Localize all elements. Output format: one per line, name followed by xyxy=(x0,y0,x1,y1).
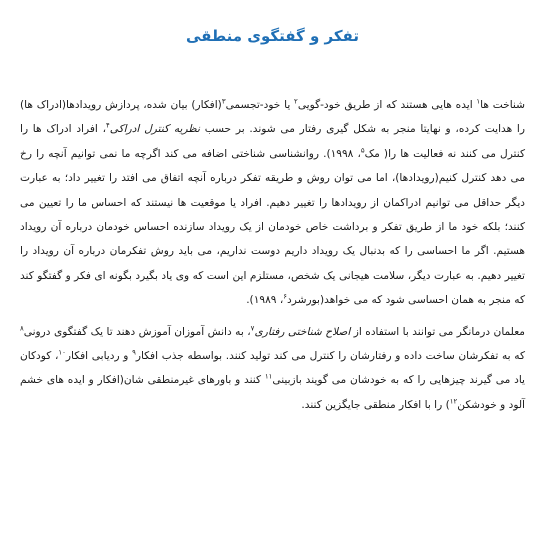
text-run: ، به دانش آموزان آموزش دهند تا یک گفتگوی درونی xyxy=(23,325,251,338)
footnote-marker: ۱۲ xyxy=(449,397,458,406)
italic-term: نظریه کنترل ادراکی xyxy=(109,123,200,136)
footnote-marker: ۴ xyxy=(106,121,110,130)
footnote-marker: ۱۱ xyxy=(264,372,273,381)
footnote-marker: ۱ xyxy=(476,97,481,106)
text-run: (افکار) بیان شده، پردازش رویدادها(ادراک ها) را هدایت کرده، و نهایتا منجر به شکل گیری رفتار می شوند. بر حسب xyxy=(20,99,525,136)
footnote-marker: ۳ xyxy=(221,97,226,106)
footnote-marker: ۸ xyxy=(20,324,24,333)
footnote-marker: ۲ xyxy=(294,97,298,106)
text-run: و ردیابی افکار xyxy=(65,350,133,363)
footnote-marker: ۷ xyxy=(250,324,255,333)
footnote-marker: ۵ xyxy=(360,146,365,155)
text-run: کنند و باورهای غیرمنطقی شان(افکار و ایده های خشم آلود و خودشکن xyxy=(20,374,525,411)
text-run: ، ۱۹۸۹). xyxy=(246,294,284,307)
text-run: ، ۱۹۹۸). روانشناسی شناختی اضافه می کند اگرچه ما نمی توانیم آنچه را رخ می دهد کنترل کنیم(رویدادها)، اما می توان روش و طریقه تفکر درباره آنچه اتفاق می افتد را تغییر داد؛ به عبارت دیگر حداقل می توانیم ادراکمان از رویدادها را تغییر دهیم. افراد یا موقعیت ها نیستند که احساس ما را تعیین می کنند؛ بلکه خود ما از طریق تفکر و برداشت خاص خودمان از یک رویداد سازنده احساس خودمان درباره آن رویداد هستیم. اگر ما احساسی را که بدنبال یک رویداد داریم دوست نداریم، می باید روش تفکرمان درباره آن رویداد را تغییر دهیم. به عبارت دیگر، سلامت هیجانی یک شخص، مستلزم این است که وی یاد بگیرد بگونه ای فکر و گفتگو کند که منجر به همان احساسی شود که می خواهد(بورشرد xyxy=(20,147,525,307)
footnote-marker: ۱۰ xyxy=(58,348,66,357)
footnote-marker: ۹ xyxy=(132,348,136,357)
text-run: معلمان درمانگر می توانند با استفاده از xyxy=(350,325,525,338)
text-run: شناخت ها xyxy=(480,99,525,111)
document-body xyxy=(20,93,525,417)
text-run: که به تفکرشان ساخت داده و رفتارشان را کنترل می کند تولید کنند. بواسطه جذب افکار xyxy=(135,350,525,363)
paragraph xyxy=(20,93,525,313)
text-run: یا خود-تجسمی xyxy=(225,99,295,111)
text-run: ، کودکان یاد می گیرند چیزهایی را که به خودشان می گویند بازبینی xyxy=(20,350,526,387)
text-run: ایده هایی هستند که از طریق خود-گویی xyxy=(297,99,477,111)
document-title: تفکر و گفتگوی منطقی xyxy=(186,27,359,45)
footnote-marker: ۶ xyxy=(283,292,288,301)
text-run: ، افراد ادراک ها را کنترل می کنند نه فعالیت ها را( مک xyxy=(20,123,525,160)
paragraph xyxy=(20,320,525,418)
text-run: ) را با افکار منطقی جایگزین کنند. xyxy=(301,398,450,411)
italic-term: اصلاح شناختی رفتاری xyxy=(254,325,351,338)
